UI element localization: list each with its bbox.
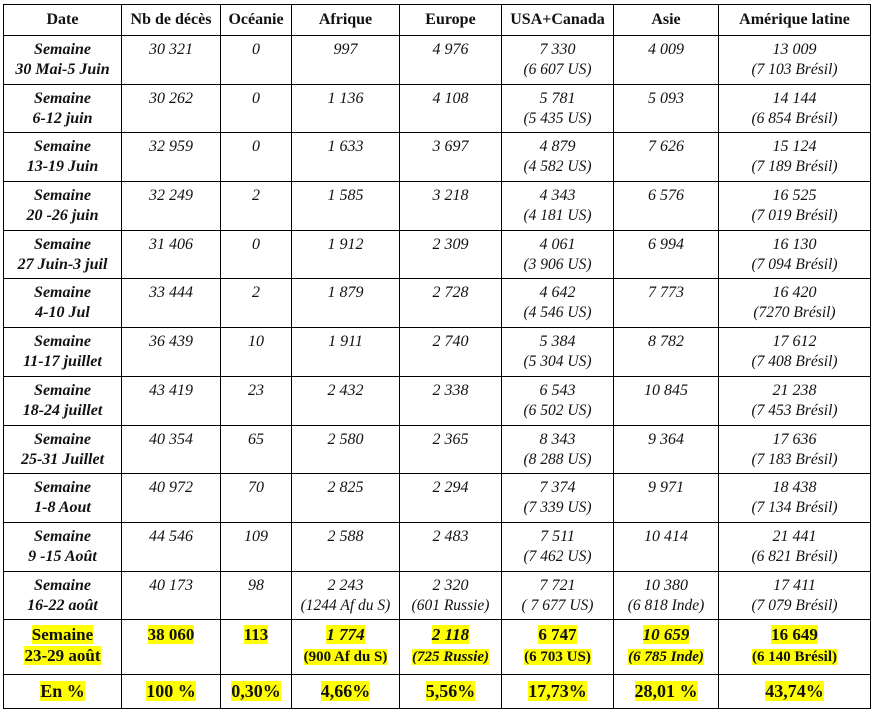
cell-deaths: 30 262 [122,84,221,133]
cell-africa: 2 825 [292,474,400,523]
cell-usa-canada: 4 343 (4 181 US) [502,182,614,231]
header-deaths: Nb de décès [122,5,221,36]
cell-deaths: 30 321 [122,36,221,85]
cell-africa: 2 243 (1244 Af du S) [292,571,400,620]
cell-date: Semaine 16-22 août [4,571,122,620]
cell-usa-canada: 4 061 (3 906 US) [502,230,614,279]
cell-europe: 2 338 [400,376,502,425]
header-asia: Asie [614,5,719,36]
table-row [4,376,871,425]
cell-europe: 2 740 [400,328,502,377]
cell-europe: 2 309 [400,230,502,279]
cell-asia: 7 773 [614,279,719,328]
cell-usa-canada: 7 374 (7 339 US) [502,474,614,523]
table-row [4,36,871,85]
percent-africa: 4,66% [292,675,400,709]
cell-asia: 7 626 [614,133,719,182]
cell-oceania: 0 [221,133,292,182]
cell-usa-canada: 5 781 (5 435 US) [502,84,614,133]
cell-oceania: 2 [221,279,292,328]
cell-latin-america: 17 411 (7 079 Brésil) [719,571,871,620]
table-row [4,133,871,182]
cell-europe: 3 218 [400,182,502,231]
cell-latin-america: 15 124 (7 189 Brésil) [719,133,871,182]
cell-oceania: 2 [221,182,292,231]
cell-usa-canada: 7 330 (6 607 US) [502,36,614,85]
table-row [4,84,871,133]
cell-date: Semaine 11-17 juillet [4,328,122,377]
cell-usa-canada: 4 879 (4 582 US) [502,133,614,182]
cell-date: Semaine 27 Juin-3 juil [4,230,122,279]
cell-latin-america: 17 636 (7 183 Brésil) [719,425,871,474]
cell-europe: 3 697 [400,133,502,182]
header-latin-america: Amérique latine [719,5,871,36]
cell-europe: 2 365 [400,425,502,474]
cell-asia: 8 782 [614,328,719,377]
cell-date: Semaine 1-8 Aout [4,474,122,523]
cell-date: Semaine 4-10 Jul [4,279,122,328]
cell-africa: 1 912 [292,230,400,279]
cell-europe: 2 320 (601 Russie) [400,571,502,620]
cell-date: Semaine 13-19 Juin [4,133,122,182]
cell-africa: 1 136 [292,84,400,133]
cell-deaths: 40 354 [122,425,221,474]
percent-europe: 5,56% [400,675,502,709]
cell-deaths: 33 444 [122,279,221,328]
cell-asia: 9 971 [614,474,719,523]
header-row [4,5,871,36]
cell-latin-america: 21 441 (6 821 Brésil) [719,522,871,571]
cell-date: Semaine 18-24 juillet [4,376,122,425]
percent-oceania: 0,30% [221,675,292,709]
header-oceania: Océanie [221,5,292,36]
header-usa-canada: USA+Canada [502,5,614,36]
table-row [4,474,871,523]
cell-asia: 4 009 [614,36,719,85]
cell-europe: 2 728 [400,279,502,328]
cell-latin-america: 16 420 (7270 Brésil) [719,279,871,328]
deaths-table [3,4,871,709]
cell-europe: 4 976 [400,36,502,85]
cell-latin-america: 16 525 (7 019 Brésil) [719,182,871,231]
cell-date: Semaine 20 -26 juin [4,182,122,231]
percent-deaths: 100 % [122,675,221,709]
cell-europe: 4 108 [400,84,502,133]
header-europe: Europe [400,5,502,36]
cell-asia: 9 364 [614,425,719,474]
cell-deaths: 31 406 [122,230,221,279]
cell-date: Semaine 6-12 juin [4,84,122,133]
highlight-row [4,620,871,675]
cell-usa-canada: 6 543 (6 502 US) [502,376,614,425]
cell-asia: 6 576 [614,182,719,231]
cell-africa: 2 588 [292,522,400,571]
cell-deaths: 44 546 [122,522,221,571]
cell-deaths: 40 173 [122,571,221,620]
cell-latin-america: 16 130 (7 094 Brésil) [719,230,871,279]
percent-latin-america: 43,74% [719,675,871,709]
table-row [4,522,871,571]
cell-date: Semaine 30 Mai-5 Juin [4,36,122,85]
cell-deaths: 32 249 [122,182,221,231]
cell-africa: 2 432 [292,376,400,425]
cell-oceania: 0 [221,36,292,85]
cell-usa-canada: 8 343 (8 288 US) [502,425,614,474]
highlight-oceania: 113 [221,620,292,675]
highlight-africa: 1 774 (900 Af du S) [292,620,400,675]
cell-europe: 2 294 [400,474,502,523]
cell-africa: 1 911 [292,328,400,377]
table-row [4,182,871,231]
percent-usa-canada: 17,73% [502,675,614,709]
highlight-deaths: 38 060 [122,620,221,675]
cell-deaths: 36 439 [122,328,221,377]
cell-oceania: 109 [221,522,292,571]
cell-latin-america: 17 612 (7 408 Brésil) [719,328,871,377]
cell-oceania: 98 [221,571,292,620]
cell-latin-america: 18 438 (7 134 Brésil) [719,474,871,523]
cell-oceania: 0 [221,230,292,279]
percent-row [4,675,871,709]
highlight-usa-canada: 6 747 (6 703 US) [502,620,614,675]
cell-africa: 1 633 [292,133,400,182]
cell-deaths: 32 959 [122,133,221,182]
cell-asia: 10 845 [614,376,719,425]
table-row [4,328,871,377]
cell-asia: 6 994 [614,230,719,279]
cell-usa-canada: 5 384 (5 304 US) [502,328,614,377]
cell-africa: 1 585 [292,182,400,231]
percent-asia: 28,01 % [614,675,719,709]
cell-asia: 10 414 [614,522,719,571]
cell-latin-america: 14 144 (6 854 Brésil) [719,84,871,133]
table-row [4,571,871,620]
cell-oceania: 23 [221,376,292,425]
cell-asia: 5 093 [614,84,719,133]
table-row [4,279,871,328]
table-row [4,425,871,474]
cell-date: Semaine 9 -15 Août [4,522,122,571]
cell-latin-america: 13 009 (7 103 Brésil) [719,36,871,85]
cell-latin-america: 21 238 (7 453 Brésil) [719,376,871,425]
highlight-asia: 10 659 (6 785 Inde) [614,620,719,675]
cell-africa: 1 879 [292,279,400,328]
cell-date: Semaine 25-31 Juillet [4,425,122,474]
cell-usa-canada: 4 642 (4 546 US) [502,279,614,328]
cell-oceania: 10 [221,328,292,377]
cell-europe: 2 483 [400,522,502,571]
cell-oceania: 70 [221,474,292,523]
cell-deaths: 43 419 [122,376,221,425]
header-africa: Afrique [292,5,400,36]
cell-usa-canada: 7 511 (7 462 US) [502,522,614,571]
cell-deaths: 40 972 [122,474,221,523]
highlight-latin-america: 16 649 (6 140 Brésil) [719,620,871,675]
cell-usa-canada: 7 721 ( 7 677 US) [502,571,614,620]
cell-africa: 997 [292,36,400,85]
cell-oceania: 0 [221,84,292,133]
cell-africa: 2 580 [292,425,400,474]
percent-label: En % [4,675,122,709]
header-date: Date [4,5,122,36]
table-row [4,230,871,279]
cell-oceania: 65 [221,425,292,474]
highlight-europe: 2 118 (725 Russie) [400,620,502,675]
highlight-date: Semaine 23-29 août [4,620,122,675]
cell-asia: 10 380 (6 818 Inde) [614,571,719,620]
